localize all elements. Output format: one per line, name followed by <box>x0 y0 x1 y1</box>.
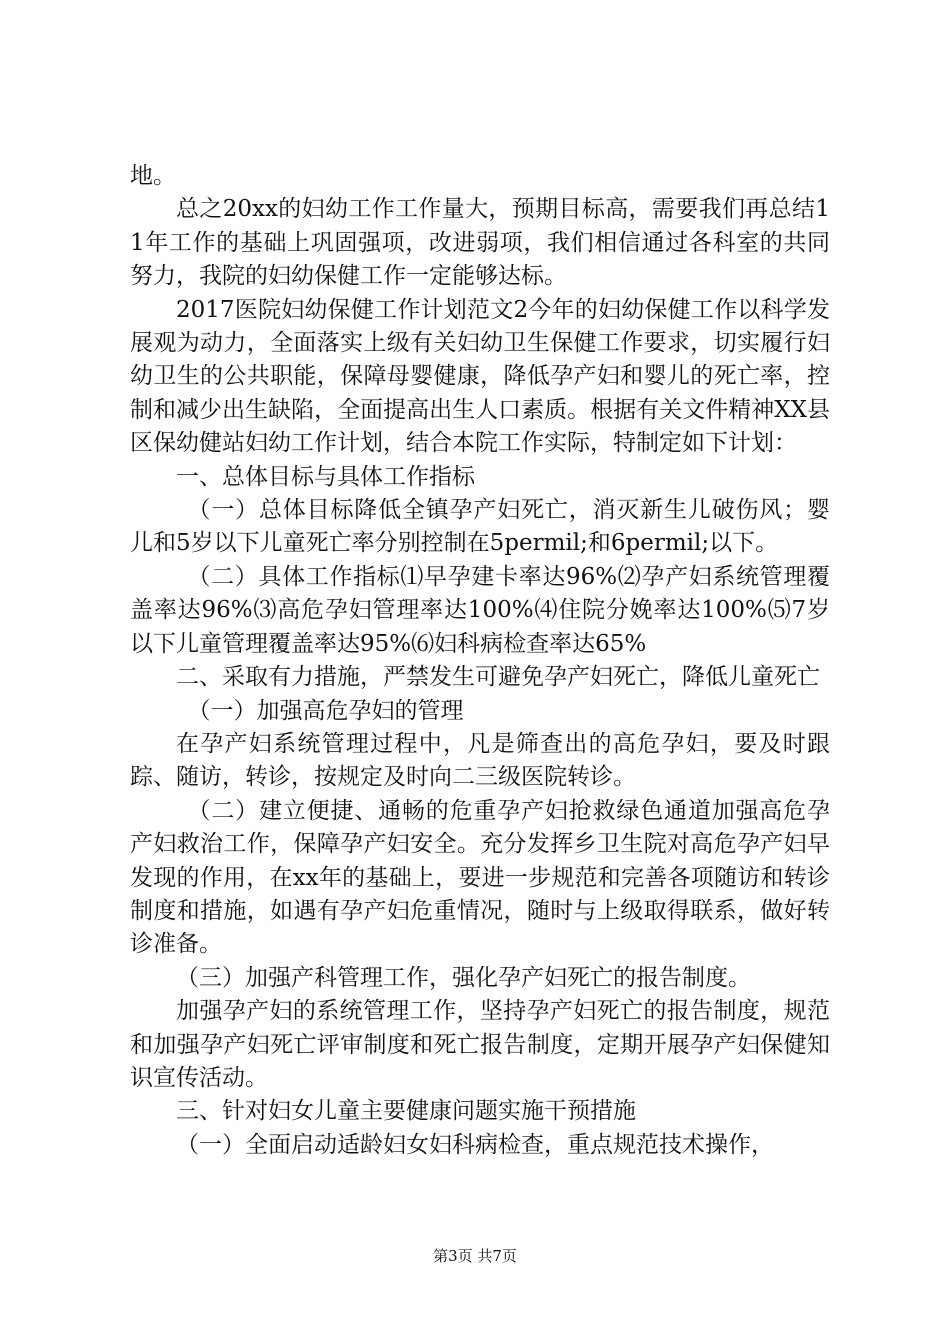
paragraph-system-management: 加强孕产妇的系统管理工作，坚持孕产妇死亡的报告制度，规范和加强孕产妇死亡评审制度和死亡报告制度，定期开展孕产妇保健知识宣传活动。 <box>130 998 830 1091</box>
paragraph-plan-intro: 2017医院妇幼保健工作计划范文2今年的妇幼保健工作以科学发展观为动力，全面落实上级有关妇幼卫生保健工作要求，切实履行妇幼卫生的公共职能，保障母婴健康，降低孕产妇和婴儿的死亡率，控制和减少出生缺陷，全面提高出生人口素质。根据有关文件精神XX县区保幼健站妇幼工作计划，结合本院工作实际，特制定如下计划： <box>130 296 830 457</box>
section-heading-3: 三、针对妇女儿童主要健康问题实施干预措施 <box>176 1098 636 1125</box>
paragraph-gynecology-check: （一）全面启动适龄妇女妇科病检查，重点规范技术操作， <box>176 1131 774 1158</box>
paragraph-summary: 总之20xx的妇幼工作工作量大，预期目标高，需要我们再总结11年工作的基础上巩固强项，改进弱项，我们相信通过各科室的共同努力，我院的妇幼保健工作一定能够达标。 <box>130 196 830 290</box>
document-body <box>130 160 830 1162</box>
paragraph-high-risk-management: 在孕产妇系统管理过程中，凡是筛查出的高危孕妇，要及时跟踪、随访，转诊，按规定及时向二三级医院转诊。 <box>130 730 830 791</box>
paragraph-work-indicators: （二）具体工作指标⑴早孕建卡率达96%⑵孕产妇系统管理覆盖率达96%⑶高危孕妇管理率达100%⑷住院分娩率达100%⑸7岁以下儿童管理覆盖率达95%⑹妇科病检查率达65% <box>130 563 830 657</box>
section-heading-2: 二、采取有力措施，严禁发生可避免孕产妇死亡，降低儿童死亡 <box>176 664 820 691</box>
subheading-obstetrics: （三）加强产科管理工作，强化孕产妇死亡的报告制度。 <box>176 964 751 991</box>
page-footer: 第3页 共7页 <box>433 1247 517 1265</box>
section-heading-1: 一、总体目标与具体工作指标 <box>176 463 475 490</box>
paragraph-green-channel: （二）建立便捷、通畅的危重孕产妇抢救绿色通道加强高危孕产妇救治工作，保障孕产妇安全。充分发挥乡卫生院对高危孕产妇早发现的作用，在xx年的基础上，要进一步规范和完善各项随访和转诊制度和措施，如遇有孕产妇危重情况，随时与上级取得联系，做好转诊准备。 <box>130 797 830 958</box>
paragraph-overall-goal: （一）总体目标降低全镇孕产妇死亡，消灭新生儿破伤风；婴儿和5岁以下儿童死亡率分别控制在5permil;和6permil;以下。 <box>130 497 830 557</box>
paragraph-continuation: 地。 <box>130 163 176 189</box>
subheading-high-risk: （一）加强高危孕妇的管理 <box>187 697 464 724</box>
